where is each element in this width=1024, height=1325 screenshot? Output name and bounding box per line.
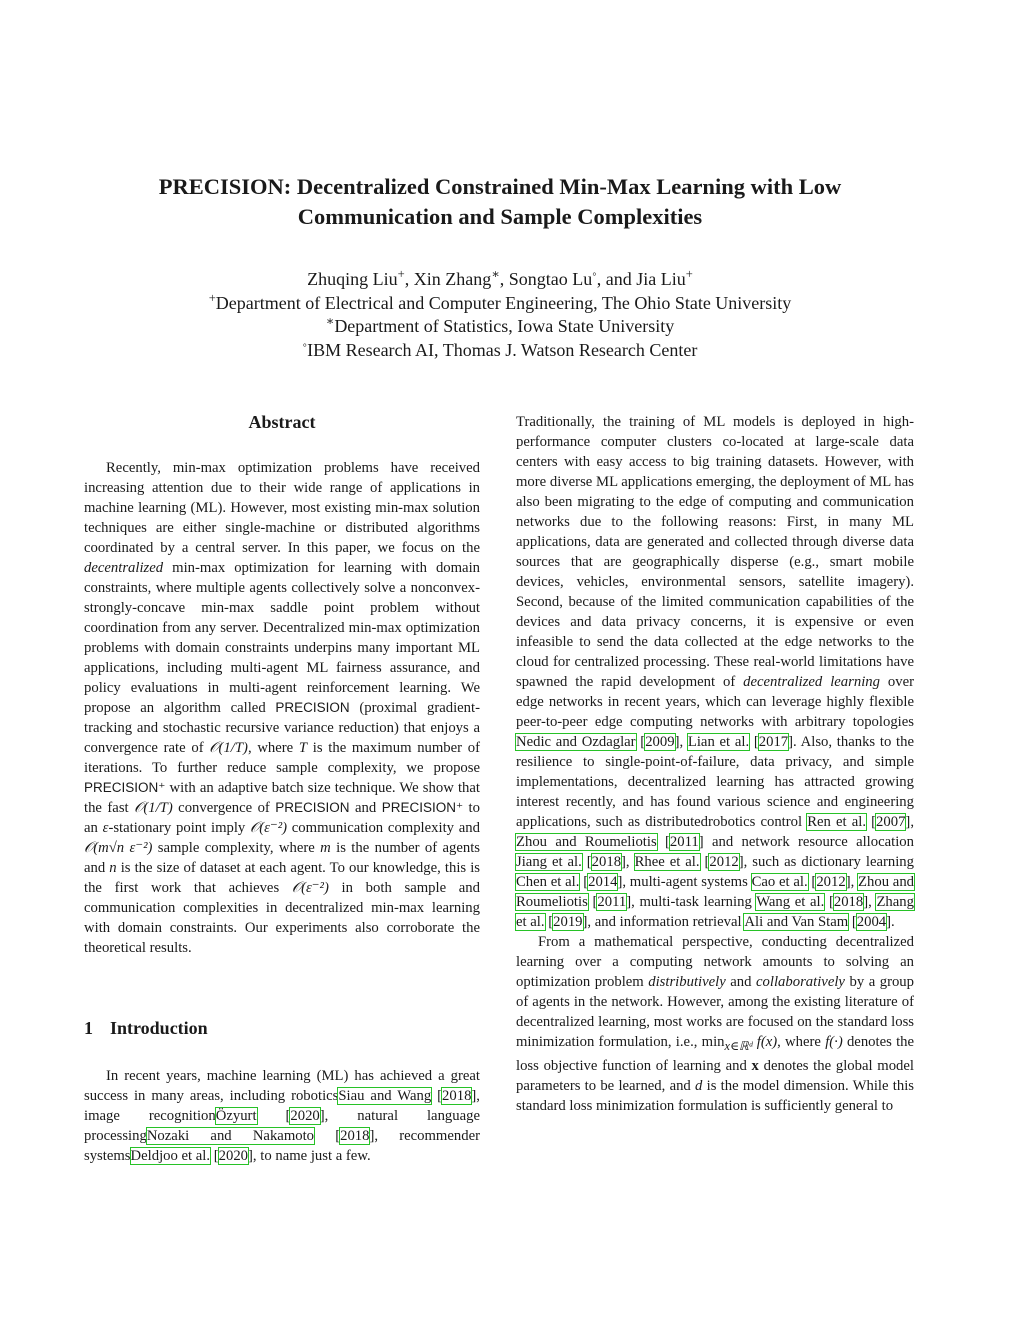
citation-link[interactable]: Wang et al. — [756, 894, 825, 910]
body-text: From a mathematical perspective, conducting decentralized learning over a computing network amounts to solving an optimization problem — [516, 934, 914, 990]
body-text: [ — [544, 914, 554, 930]
citation-link[interactable]: Cao et al. — [751, 874, 808, 890]
arxiv-identifier-stamp — [5, 340, 75, 940]
body-text: ], such as dictionary learning — [738, 854, 914, 870]
body-text: ], to name just a few. — [248, 1148, 371, 1164]
math-expression: f(x) — [752, 1034, 778, 1050]
math-expression: 𝒪(1/T) — [134, 800, 173, 816]
section-number: 1 — [84, 1018, 93, 1038]
affiliation-mark: + — [208, 290, 216, 305]
title-block — [100, 172, 900, 232]
body-text: ], — [845, 874, 859, 890]
citation-link[interactable]: Zhou and Roumeliotis — [516, 834, 657, 850]
abstract-body — [84, 458, 480, 958]
body-text: ], — [905, 814, 914, 830]
math-expression: min — [701, 1034, 725, 1050]
body-text: ], multi-agent systems — [617, 874, 752, 890]
author-affiliation-mark: + — [685, 267, 693, 281]
abstract-text: Recently, min-max optimization problems have received increasing attention due to their wide range of applications in machine learning (ML). However, most existing min-max solution techniques are either single-machine or distributed algorithms coordinated by a central server. In this paper, we focus on the — [84, 460, 480, 556]
citation-link[interactable]: Ali and Van Stam — [744, 914, 849, 930]
body-text: ], — [621, 854, 635, 870]
math-expression: 𝒪(ε⁻²) — [291, 880, 329, 896]
math-expression: T — [298, 740, 308, 756]
citation-year-link[interactable]: 2020 — [290, 1108, 320, 1124]
author-name: , Xin Zhang — [404, 269, 492, 289]
emphasis-text: collaboratively — [756, 974, 845, 990]
authors-block — [100, 268, 900, 362]
affiliation-text: Department of Statistics, Iowa State University — [334, 316, 675, 336]
abstract-text: and — [349, 800, 382, 816]
citation-year-link[interactable]: 2009 — [645, 734, 675, 750]
body-text: ]. — [886, 914, 895, 930]
paper-title — [100, 172, 900, 232]
abstract-text: sample complexity, where — [152, 840, 321, 856]
body-paragraph — [516, 932, 914, 1116]
body-text: ], — [863, 894, 877, 910]
math-expression: n — [109, 860, 117, 876]
author-name: , Songtao Lu — [499, 269, 593, 289]
affiliation-line — [100, 292, 900, 316]
abstract-text: convergence of — [172, 800, 276, 816]
body-text: [ — [210, 1148, 219, 1164]
body-text: ]. Also, thanks to the resilience to single-point-of-failure, data privacy, and simple implementations, decentralized learning has attracted growing interest recently, and has found various science and engineering applications, such as distributedrobotics control — [516, 734, 914, 830]
citation-link[interactable]: Nozaki and Nakamoto — [146, 1128, 315, 1144]
citation-year-link[interactable]: 2018 — [340, 1128, 370, 1144]
citation-link[interactable]: Nedic and Ozdaglar — [516, 734, 636, 750]
citation-link[interactable]: Chen et al. — [516, 874, 580, 890]
section-heading-introduction — [84, 1016, 480, 1040]
body-text: denotes the loss objective function of learning and — [516, 1034, 915, 1074]
right-column — [516, 412, 914, 1116]
body-text: ], natural language processing — [84, 1108, 480, 1144]
citation-link[interactable]: Siau and Wang — [338, 1088, 432, 1104]
math-expression: d — [695, 1077, 703, 1094]
citation-year-link[interactable]: 2018 — [591, 854, 622, 870]
author-affiliation-mark: ∗ — [491, 267, 500, 281]
body-text: ] and network resource allocation — [698, 834, 914, 850]
body-text: In recent years, machine learning (ML) has achieved a great success in many areas, including robotics — [84, 1068, 480, 1104]
abstract-text: is the number of agents and — [84, 840, 480, 876]
citation-year-link[interactable]: 2017 — [758, 734, 789, 750]
citation-year-link[interactable]: 2018 — [442, 1088, 472, 1104]
affiliation-text: Department of Electrical and Computer Engineering, The Ohio State University — [215, 292, 792, 313]
abstract-text: is the size of dataset at each agent. To our knowledge, this is the first work that achieves — [84, 860, 480, 896]
citation-year-link[interactable]: 2011 — [669, 834, 699, 850]
body-text: , where — [777, 1034, 826, 1050]
math-subscript: x∈ℝᵈ — [724, 1038, 753, 1053]
math-expression: m — [320, 840, 331, 856]
math-expression: f(·) — [825, 1034, 843, 1050]
algorithm-name: PRECISION — [275, 800, 350, 815]
citation-link[interactable]: Jiang et al. — [516, 854, 582, 870]
algorithm-name: PRECISION⁺ — [381, 800, 464, 815]
body-text: [ — [635, 734, 646, 750]
intro-paragraph — [84, 1066, 480, 1166]
body-text: [ — [749, 734, 759, 750]
math-expression: ε — [102, 820, 109, 836]
math-expression: x — [751, 1057, 759, 1074]
citation-link[interactable]: Lian et al. — [687, 734, 750, 750]
emphasis-text: distributively — [648, 974, 726, 990]
algorithm-name: PRECISION⁺ — [84, 780, 166, 795]
body-paragraph — [516, 412, 914, 932]
citation-year-link[interactable]: 2020 — [218, 1148, 249, 1164]
paper-title-line-1: PRECISION: Decentralized Constrained Min-Max Learning with Low — [158, 174, 842, 199]
affiliation-text: IBM Research AI, Thomas J. Watson Research Center — [307, 339, 698, 360]
citation-year-link[interactable]: 2018 — [833, 894, 864, 910]
author-name: Zhuqing Liu — [307, 269, 398, 289]
body-text: ], multi-task learning — [626, 894, 757, 910]
abstract-text: communication complexity and — [287, 820, 480, 836]
math-expression: 𝒪(1/T) — [209, 740, 248, 756]
body-text: over edge networks in recent years, which can leverage highly flexible peer-to-peer edge computing networks with arbitrary topologies — [516, 674, 914, 730]
body-text: [ — [824, 894, 834, 910]
paper-title-line-2: Communication and Sample Complexities — [297, 204, 703, 229]
citation-year-link[interactable]: 2019 — [553, 914, 583, 930]
citation-year-link[interactable]: 2004 — [856, 914, 887, 930]
author-affiliation-mark: + — [397, 267, 405, 281]
body-text: [ — [431, 1088, 443, 1104]
emphasis-text: decentralized learning — [743, 674, 880, 690]
body-text: [ — [848, 914, 857, 930]
abstract-text: min-max optimization for learning with domain constraints, where multiple agents collectively solve a nonconvex-strongly-concave min-max saddle point problem without coordination from any server. Decentralized min-max optimization problems with domain constraints underpins many important ML applications, including multi-agent ML fairness assurance, and policy evaluations in multi-agent reinforcement learning. We propose an algorithm called — [84, 560, 480, 716]
body-text: [ — [581, 854, 592, 870]
body-text: [ — [807, 874, 817, 890]
abstract-heading: Abstract — [248, 412, 316, 432]
affiliation-mark: ◦ — [302, 337, 308, 352]
left-column — [84, 410, 480, 1166]
math-expression: 𝒪(ε⁻²) — [250, 820, 288, 836]
citation-link[interactable]: Özyurt — [215, 1108, 257, 1124]
citation-link[interactable]: Zhou and Roumeliotis — [516, 874, 915, 910]
body-text: is the model dimension. While this standard loss minimization formulation is sufficiently general to — [516, 1077, 914, 1114]
body-text: [ — [579, 874, 589, 890]
abstract-text: is the maximum number of iterations. To further reduce sample complexity, we propose — [84, 740, 480, 776]
author-name: , and Jia Liu — [596, 269, 686, 289]
body-text: by a group of agents in the network. However, among the existing literature of decentralized learning, most works are focused on the standard loss minimization formulation, i.e., — [516, 974, 914, 1050]
section-title: Introduction — [110, 1018, 208, 1038]
citation-link[interactable]: Deldjoo et al. — [130, 1148, 211, 1164]
body-text: ], recommender systems — [84, 1128, 480, 1164]
citation-year-link[interactable]: 2014 — [588, 874, 618, 890]
author-affiliation-mark: ◦ — [592, 267, 597, 281]
affiliation-line — [100, 339, 900, 363]
abstract-text: -stationary point imply — [108, 820, 251, 836]
emphasis-text: decentralized — [84, 560, 164, 576]
abstract-text: to an — [84, 800, 480, 836]
abstract-text: in both sample and communication complexities in decentralized min-max learning with domain constraints. Our experiments also corroborate the theoretical results. — [84, 880, 480, 956]
body-text: ], — [674, 734, 688, 750]
body-text: [ — [699, 854, 710, 870]
citation-year-link[interactable]: 2012 — [816, 874, 846, 890]
body-text: denotes the global model parameters to be learned, and — [516, 1057, 914, 1094]
math-expression: 𝒪(m√n ε⁻²) — [84, 840, 153, 856]
citation-year-link[interactable]: 2007 — [876, 814, 906, 830]
body-text: and — [725, 974, 757, 990]
affiliation-mark: ∗ — [325, 314, 335, 328]
body-text: [ — [656, 834, 670, 850]
citation-link[interactable]: Ren et al. — [807, 814, 867, 830]
citation-link[interactable]: Rhee et al. — [634, 854, 700, 870]
citation-link[interactable]: Zhang et al. — [516, 894, 914, 930]
body-text: [ — [314, 1128, 341, 1144]
abstract-text: , where — [247, 740, 299, 756]
citation-year-link[interactable]: 2011 — [597, 894, 627, 910]
affiliation-line — [100, 315, 900, 339]
body-text: ], image recognition — [84, 1088, 480, 1124]
abstract-text: (proximal gradient-tracking and stochastic recursive variance reduction) that enjoys a convergence rate of — [84, 700, 480, 756]
body-text: [ — [256, 1108, 291, 1124]
algorithm-name: PRECISION — [275, 700, 350, 715]
body-text: [ — [587, 894, 598, 910]
citation-year-link[interactable]: 2012 — [709, 854, 739, 870]
author-list — [100, 268, 900, 292]
body-text: ], and information retrieval — [582, 914, 745, 930]
body-text: Traditionally, the training of ML models is deployed in high-performance computer clusters co-located at large-scale data centers with easy access to big training datasets. However, with more diverse ML applications emerging, the deployment of ML has also been migrating to the edge of computing and communication networks due to the following reasons: First, in many ML applications, data are generated and collected through diverse data sources that are geographically disperse (e.g., smart mobile devices, vehicles, environmental sensors, satellite imagery). Second, because of the limited communication capabilities of the devices and data privacy concerns, it is expensive or even infeasible to send the data collected at the edge networks to the cloud for centralized processing. These real-world limitations have spawned the rapid development of — [516, 414, 914, 690]
abstract-text: with an adaptive batch size technique. We show that the fast — [84, 780, 480, 816]
body-text: [ — [866, 814, 877, 830]
